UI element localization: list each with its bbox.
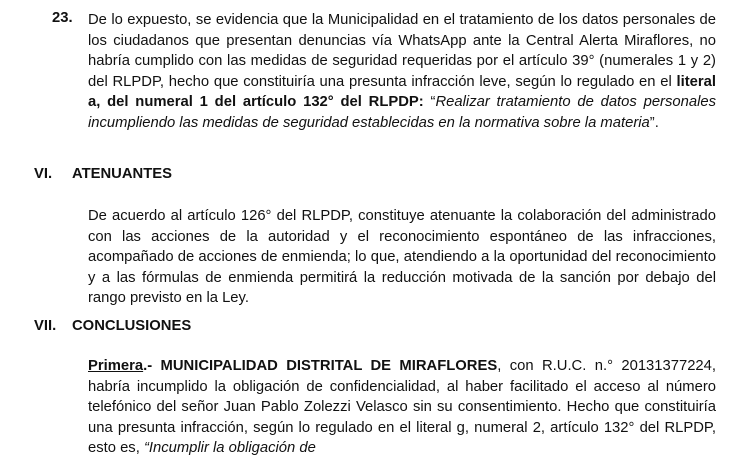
section-number: VI. [34, 166, 53, 182]
conclusion-dash: .- [143, 358, 161, 374]
section-heading-conclusiones [34, 318, 191, 334]
conclusion-first-paragraph [88, 356, 716, 459]
section-title: CONCLUSIONES [72, 318, 192, 334]
paragraph-23-text: De lo expuesto, se evidencia que la Municipalidad en el tratamiento de los datos personales de los ciudadanos que presentan denuncias vía WhatsApp ante la Central Alerta Miraflores, no habría cumplido con las medidas de seguridad requeridas por el artículo 39° (numerales 1 y 2) del RLPDP, hecho que constituiría una presunta infracción leve, según lo regulado en el [88, 12, 716, 90]
quote-open: “ [423, 94, 436, 110]
conclusion-text: , con R.U.C. n.° 20131377224, habría incumplido la obligación de confidencialidad, al haber facilitado el acceso al número telefónico del señor Juan Pablo Zolezzi Velasco sin su consentimiento. Hecho que constituiría una presunta infracción, según lo regulado en el literal g, numeral 2, artículo 132° del RLPDP, esto es, [88, 358, 716, 456]
section-number: VII. [34, 318, 57, 334]
paragraph-number: 23. [52, 10, 73, 26]
conclusion-label: Primera [88, 358, 144, 374]
legal-reference: literal a, del numeral 1 del artículo 132° del RLPDP: [88, 73, 716, 110]
legal-quote: Realizar tratamiento de datos personales incumpliendo las medidas de seguridad establecidas en la normativa sobre la materia [88, 94, 716, 131]
conclusion-quote: “Incumplir la obligación de [143, 440, 316, 456]
paragraph-23 [88, 10, 716, 133]
quote-close: ”. [649, 114, 659, 131]
atenuantes-paragraph: De acuerdo al artículo 126° del RLPDP, constituye atenuante la colaboración del administrado con las acciones de la autoridad y el reconocimiento espontáneo de las infracciones, acompañado de acciones de enmienda; lo que, atendiendo a la oportunidad del reconocimiento y a las fórmulas de enmienda permitirá la reducción motivada de la sanción por debajo del rango previsto en la Ley. [88, 208, 716, 306]
section-heading-atenuantes [34, 166, 172, 182]
entity-name: MUNICIPALIDAD DISTRITAL DE MIRAFLORES [160, 358, 498, 374]
section-title: ATENUANTES [72, 166, 173, 182]
